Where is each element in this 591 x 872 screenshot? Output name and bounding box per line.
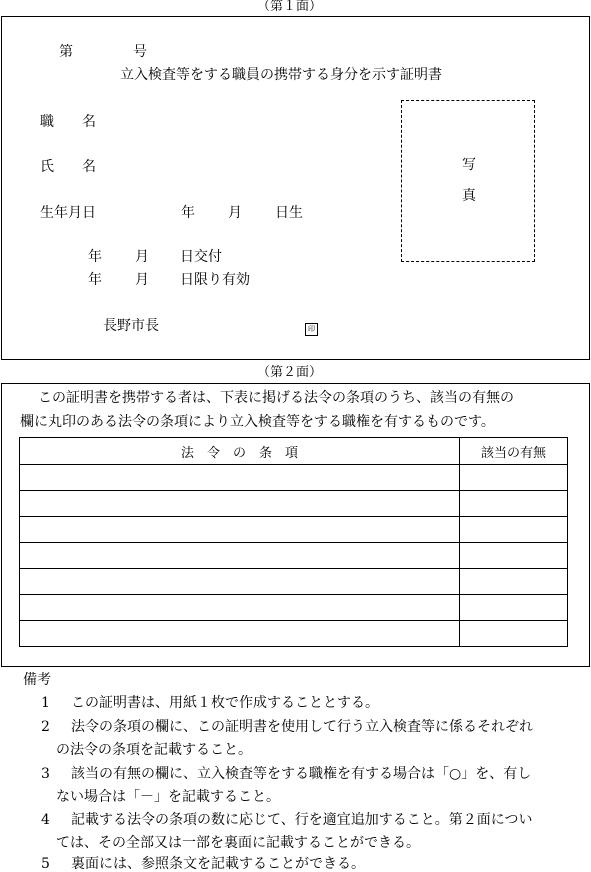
- applicable-cell: [460, 595, 568, 621]
- page1-label: （第１面）: [257, 0, 323, 14]
- page2-label: （第２面）: [257, 365, 323, 380]
- applicable-cell: [460, 491, 568, 517]
- note-number-1: 1: [41, 695, 50, 711]
- intro-line-1: この証明書を携帯する者は、下表に掲げる法令の条項のうち、該当の有無の: [38, 390, 514, 406]
- law-clause-cell: [20, 569, 460, 595]
- intro-line-2: 欄に丸印のある法令の条項により立入検査等をする職権を有するものです。: [20, 414, 495, 430]
- birth-year-unit: 年: [181, 205, 195, 221]
- law-clause-cell: [20, 491, 460, 517]
- seal-mark: [305, 320, 318, 336]
- certificate-title: 立入検査等をする職員の携帯する身分を示す証明書: [120, 67, 442, 83]
- law-clause-cell: [20, 517, 460, 543]
- note-4-line-2: ては、その全部又は一部を裏面に記載することができる。: [56, 835, 420, 851]
- applicable-cell: [460, 621, 568, 647]
- certificate-number-suffix: 号: [133, 44, 147, 60]
- law-clause-cell: [20, 543, 460, 569]
- name-label: 氏 名: [40, 159, 96, 175]
- table-row: [20, 517, 568, 543]
- note-1-line-1: この証明書は、用紙１枚で作成することとする。: [71, 695, 379, 711]
- notes-heading: 備考: [23, 672, 51, 688]
- note-number-4: 4: [41, 812, 50, 828]
- seal-icon: 印: [305, 323, 318, 336]
- table-row: [20, 595, 568, 621]
- table-row: [20, 569, 568, 595]
- table-header-row: [20, 438, 568, 465]
- applicable-cell: [460, 517, 568, 543]
- note-4-line-1: 記載する法令の条項の数に応じて、行を適宜追加すること。第２面につい: [71, 812, 533, 828]
- table-row: [20, 543, 568, 569]
- applicable-header: 該当の有無: [460, 438, 568, 465]
- note-number-5: 5: [41, 856, 50, 872]
- applicable-cell: [460, 465, 568, 491]
- photo-label-2: 真: [462, 188, 476, 204]
- photo-label-1: 写: [462, 157, 476, 173]
- valid-year-unit: 年: [88, 272, 102, 288]
- table-row: [20, 465, 568, 491]
- birth-month-unit: 月: [228, 205, 242, 221]
- applicable-cell: [460, 543, 568, 569]
- table-row: [20, 491, 568, 517]
- law-clause-cell: [20, 595, 460, 621]
- photo-box: [401, 100, 535, 262]
- issuer-name: 長野市長: [103, 318, 159, 334]
- issued-year-unit: 年: [88, 249, 102, 265]
- note-3-line-1: 該当の有無の欄に、立入検査等をする職権を有する場合は「○」を、有し: [71, 766, 532, 782]
- law-clause-header: 法 令 の 条 項: [20, 438, 460, 465]
- note-number-3: 3: [41, 766, 50, 782]
- law-clause-table: [19, 437, 568, 647]
- job-title-label: 職 名: [40, 114, 96, 130]
- issued-date-label: 日交付: [180, 249, 222, 265]
- valid-until-label: 日限り有効: [180, 272, 250, 288]
- note-2-line-2: の法令の条項を記載すること。: [56, 742, 252, 758]
- note-3-line-2: ない場合は「－」を記載すること。: [56, 789, 280, 805]
- law-clause-cell: [20, 465, 460, 491]
- table-row: [20, 621, 568, 647]
- note-number-2: 2: [41, 719, 50, 735]
- birth-date-label: 生年月日: [40, 205, 96, 221]
- issued-month-unit: 月: [135, 249, 149, 265]
- law-clause-cell: [20, 621, 460, 647]
- note-5-line-1: 裏面には、参照条文を記載することができる。: [71, 856, 365, 872]
- applicable-cell: [460, 569, 568, 595]
- note-2-line-1: 法令の条項の欄に、この証明書を使用して行う立入検査等に係るそれぞれ: [71, 719, 533, 735]
- certificate-number-prefix: 第: [59, 44, 73, 60]
- birth-day-unit: 日生: [275, 205, 303, 221]
- valid-month-unit: 月: [135, 272, 149, 288]
